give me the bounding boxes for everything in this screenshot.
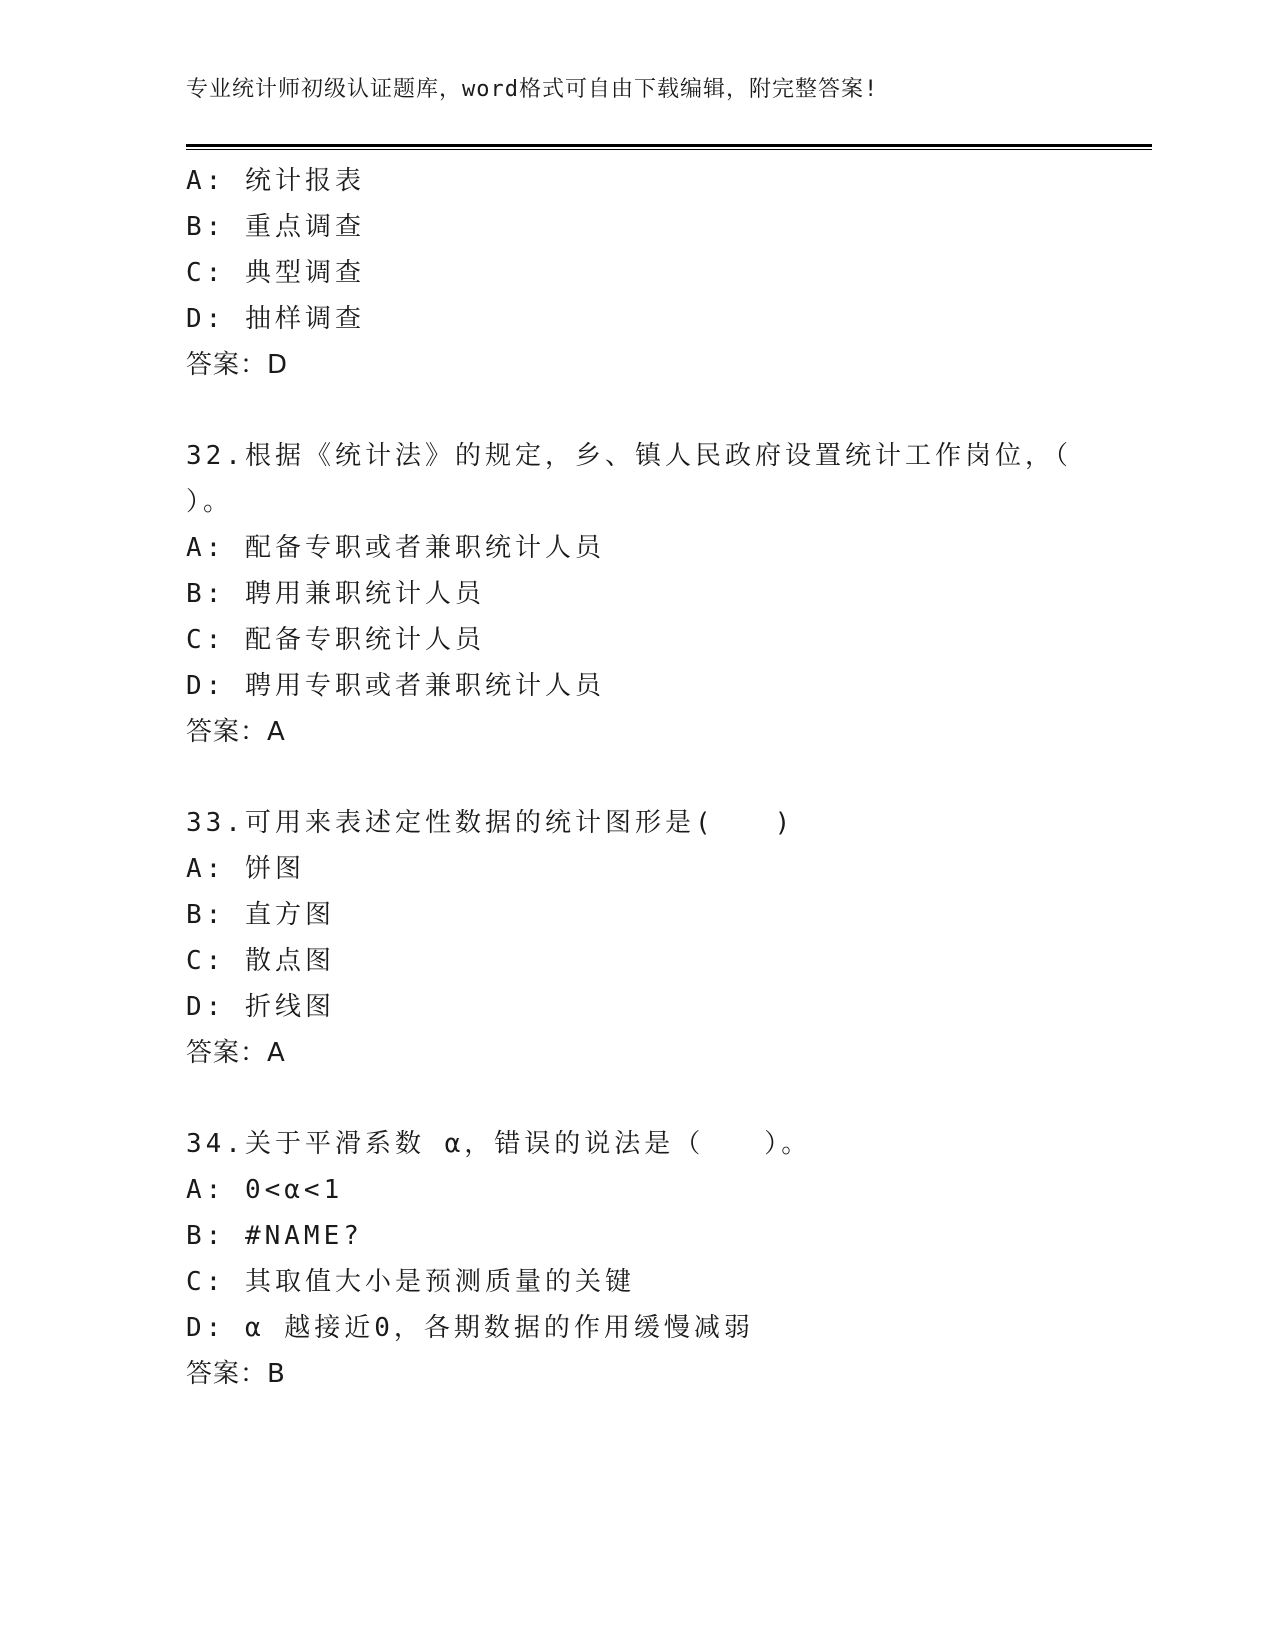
question-31-partial [186,158,1126,388]
option-d: D: 聘用专职或者兼职统计人员 [186,671,605,701]
question-stem-line-2: ）。 [186,487,234,517]
answer: 答案：B [186,1359,286,1389]
option-a: A: 配备专职或者兼职统计人员 [186,533,605,563]
option-c: C: 典型调查 [186,258,365,288]
answer: 答案：A [186,1038,286,1068]
option-a: A: 饼图 [186,854,305,884]
question-stem-line-1: 32.根据《统计法》的规定，乡、镇人民政府设置统计工作岗位，（ [186,441,1072,471]
option-a: A: 0<α<1 [186,1175,344,1205]
header-rule-thick [186,144,1152,147]
question-stem: 34.关于平滑系数 α，错误的说法是（ ）。 [186,1129,812,1159]
option-c: C: 散点图 [186,946,335,976]
question-33 [186,800,1126,1076]
option-d: D: 折线图 [186,992,335,1022]
answer: 答案：D [186,350,289,380]
option-b: B: 直方图 [186,900,335,930]
question-34 [186,1121,1126,1397]
option-d: D: 抽样调查 [186,304,365,334]
option-c: C: 配备专职统计人员 [186,625,485,655]
option-d: D: α 越接近0，各期数据的作用缓慢减弱 [186,1313,754,1343]
question-stem: 33.可用来表述定性数据的统计图形是( ) [186,808,795,838]
answer: 答案：A [186,717,286,747]
question-list [186,158,1126,1397]
option-b: B: #NAME? [186,1221,363,1251]
option-b: B: 聘用兼职统计人员 [186,579,485,609]
option-b: B: 重点调查 [186,212,365,242]
option-a: A: 统计报表 [186,166,365,196]
document-header: 专业统计师初级认证题库，word格式可自由下载编辑，附完整答案! [186,77,879,102]
question-32 [186,433,1126,755]
header-rule-thin [186,149,1152,150]
option-c: C: 其取值大小是预测质量的关键 [186,1267,635,1297]
